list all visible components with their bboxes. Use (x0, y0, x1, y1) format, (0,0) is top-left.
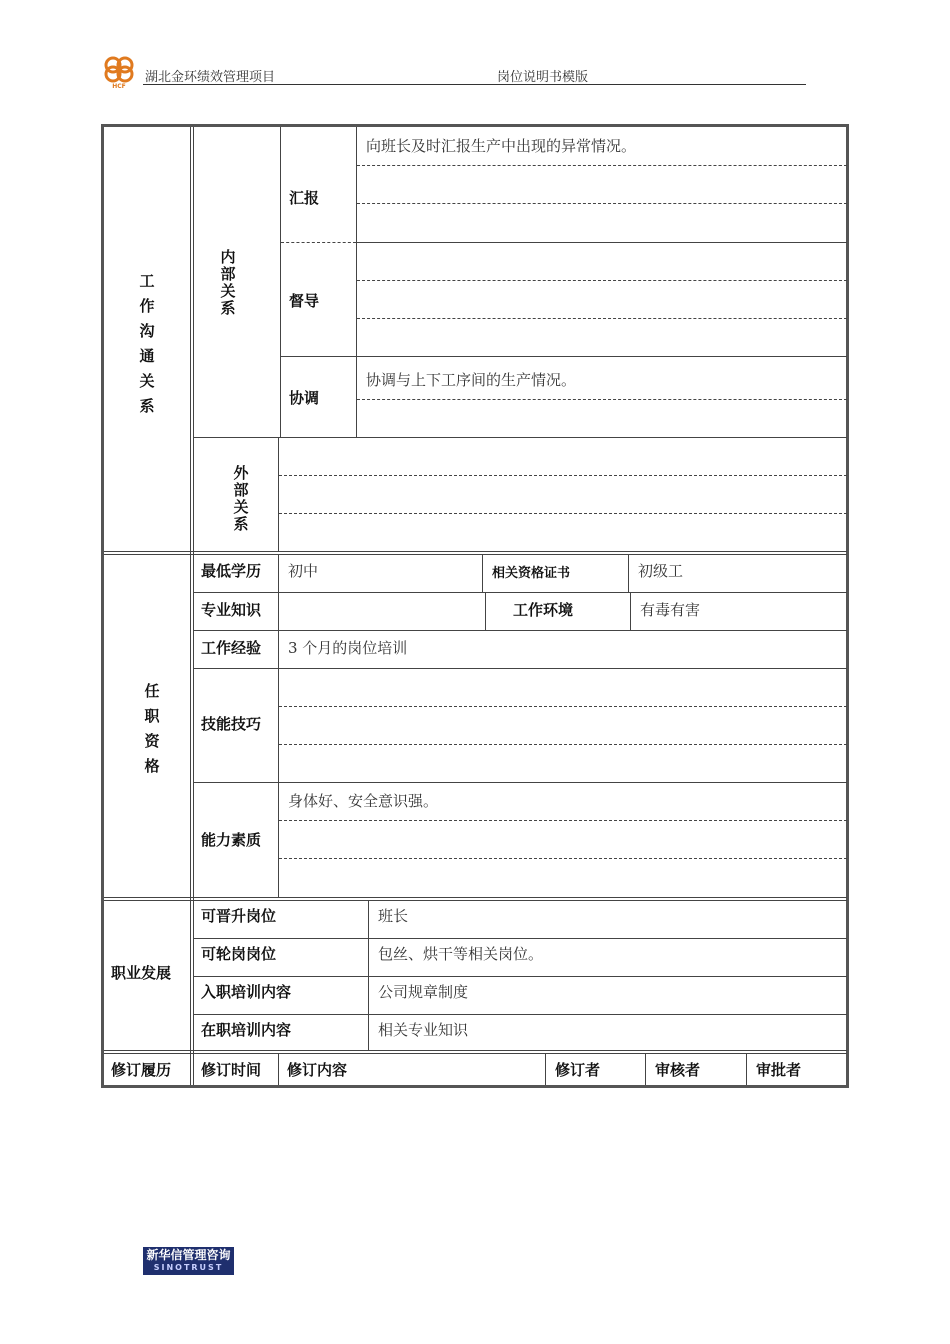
rotation-label: 可轮岗岗位 (201, 945, 277, 963)
career-section-label: 职业发展 (111, 964, 172, 982)
reviewer-header: 审核者 (655, 1061, 701, 1079)
revision-section-label: 修订履历 (111, 1061, 172, 1079)
promotion-label: 可晋升岗位 (201, 907, 277, 925)
onjob-training-value: 相关专业知识 (378, 1021, 469, 1039)
external-relations-label: 外 部 关 系 (233, 464, 249, 533)
environment-label: 工作环境 (513, 601, 574, 619)
knowledge-label: 专业知识 (201, 601, 262, 619)
onjob-training-label: 在职培训内容 (201, 1021, 292, 1039)
header-project: 湖北金环绩效管理项目 (145, 70, 276, 85)
education-value: 初中 (288, 562, 319, 580)
promotion-value: 班长 (378, 907, 409, 925)
header-divider (143, 84, 806, 85)
footer-logo (143, 1247, 234, 1275)
header-doc-title: 岗位说明书模版 (497, 70, 589, 85)
approver-header: 审批者 (756, 1061, 802, 1079)
communication-section-label: 工 作 沟 通 关 系 (139, 272, 155, 415)
induction-training-value: 公司规章制度 (378, 983, 469, 1001)
revision-date-header: 修订时间 (201, 1061, 262, 1079)
report-text: 向班长及时汇报生产中出现的异常情况。 (366, 137, 637, 155)
experience-value: 3 个月的岗位培训 (288, 639, 408, 657)
supervise-label: 督导 (289, 292, 320, 310)
environment-value: 有毒有害 (640, 601, 701, 619)
svg-text:HCF: HCF (112, 83, 126, 90)
experience-label: 工作经验 (201, 639, 262, 657)
coordinate-label: 协调 (289, 389, 320, 407)
qualification-section-label: 任 职 资 格 (144, 682, 160, 775)
certificate-value: 初级工 (638, 562, 684, 580)
induction-training-label: 入职培训内容 (201, 983, 292, 1001)
ability-value: 身体好、安全意识强。 (288, 792, 439, 810)
footer-logo-cn: 新华信管理咨询 (146, 1248, 231, 1262)
company-logo (101, 54, 139, 90)
coordinate-text: 协调与上下工序间的生产情况。 (366, 371, 577, 389)
ability-label: 能力素质 (201, 831, 262, 849)
footer-logo-en: SINOTRUST (153, 1263, 224, 1272)
skills-label: 技能技巧 (201, 715, 262, 733)
internal-relations-label: 内 部 关 系 (220, 248, 236, 317)
revision-content-header: 修订内容 (287, 1061, 348, 1079)
certificate-label: 相关资格证书 (492, 566, 571, 581)
reviser-header: 修订者 (555, 1061, 601, 1079)
report-label: 汇报 (289, 189, 320, 207)
education-label: 最低学历 (201, 562, 262, 580)
job-description-table (101, 124, 849, 1088)
rotation-value: 包丝、烘干等相关岗位。 (378, 945, 544, 963)
